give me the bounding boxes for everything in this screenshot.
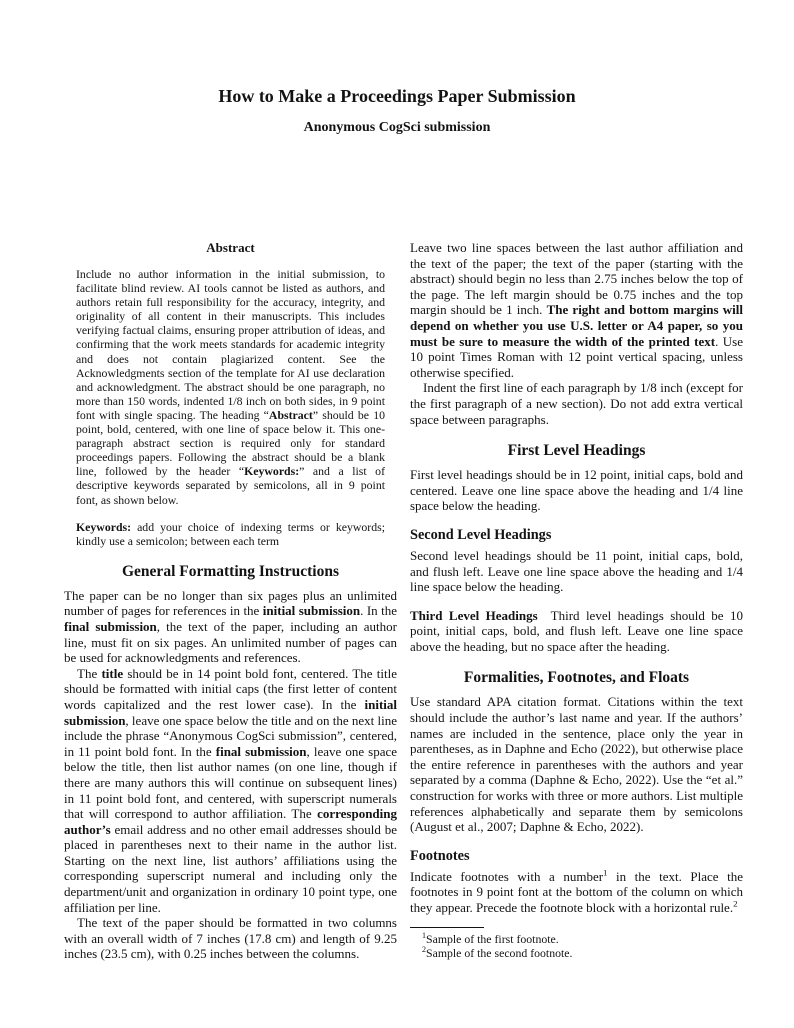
section-heading-general-formatting: General Formatting Instructions [122, 562, 339, 580]
subheading-second-level: Second Level Headings [410, 526, 552, 543]
paragraph-first-level: First level headings should be in 12 point, initial caps, bold and centered. Leave one line space above the heading and 1/4 line space below the heading. [410, 467, 743, 514]
paper-title: How to Make a Proceedings Paper Submission [218, 86, 576, 106]
abstract-heading: Abstract [206, 240, 255, 255]
section-heading-formalities: Formalities, Footnotes, and Floats [463, 669, 690, 687]
footnote-2: $^2$Sample of the second footnote. [422, 944, 573, 960]
paragraph-margins: Leave two line spaces between the last author affiliation and the text of the paper; the text of the paper (starting with the abstract) should begin no less than 2.75 inches below the top of the page. The left margin should be 0.75 inches and the top margin should be 1 inch. The right and bottom margins will depend on whether you use U.S. letter or A4 paper, so you must be sure to measure the width of the printed text. Use 10 point Times Roman with 12 point vertical spacing, unless otherwise specified. [410, 240, 743, 380]
footnote-rule [410, 927, 484, 928]
paragraph-indentation: Indent the first line of each paragraph by 1/8 inch (except for the first paragraph of a new section). Do not add extra vertical space between paragraphs. [410, 380, 743, 427]
paragraph-second-level: Second level headings should be 11 point, initial caps, bold, and flush left. Leave one line space above the heading and 1/4 line space below the heading. [410, 547, 743, 595]
footnote-1: $^1$Sample of the first footnote. [422, 930, 559, 946]
paragraph-footnotes: Indicate footnotes with a number$^1$ in the text. Place the footnotes in 9 point font at the bottom of the column on which they appear. Precede the footnote block with a horizontal rule.$^2$ [410, 867, 743, 915]
subheading-footnotes: Footnotes [410, 847, 470, 864]
abstract-paragraph: Include no author information in the initial submission, to facilitate blind review. AI tools cannot be listed as authors, and authors retain full responsibility for the accuracy, integrity, and originality of all content in their manuscripts. This includes verifying factual claims, ensuring proper attribution of ideas, and confirming that the work meets standards for academic integrity and does not contain plagiarized content. See the Acknowledgments section of the template for AI use declaration and acknowledgment. The abstract should be one paragraph, no more than 150 words, indented 1/8 inch on both sides, in 9 point font with single spacing. The heading “Abstract” should be 10 point, bold, centered, with one line of space below it. This one-paragraph abstract section is required only for standard proceedings papers. Following the abstract should be a blank line, followed by the header “Keywords:” and a list of descriptive keywords separated by semicolons, all in 9 point font, as shown below. [76, 267, 385, 507]
paragraph-third-level: Third Level Headings Third level headings should be 10 point, initial caps, bold, and flush left. Leave one line space above the heading, but no space after the heading. [410, 607, 743, 654]
two-column-body [64, 240, 743, 962]
paragraph-citations: Use standard APA citation format. Citations within the text should include the author’s last name and year. If the authors’ names are included in the sentence, place only the year in parentheses, as in Daphne and Echo (2022), but otherwise place the entire reference in parentheses with the authors and year separated by a comma (Daphne & Echo, 2022). Use the “et al.” construction for works with three or more authors. List multiple references alphabetically and separate them by semicolons (August et al., 2007; Daphne & Echo, 2022). [410, 694, 743, 835]
right-column [410, 240, 743, 962]
paragraph-column-format: The text of the paper should be formatted in two columns with an overall width of 7 inches (17.8 cm) and length of 9.25 inches (23.5 cm), with 0.25 inches between the columns. [64, 915, 397, 962]
keywords-line: Keywords: add your choice of indexing terms or keywords; kindly use a semicolon; between each term [76, 519, 385, 548]
left-column [64, 240, 397, 962]
abstract-section [64, 240, 397, 548]
paper-subtitle: Anonymous CogSci submission [303, 120, 491, 135]
paragraph-page-limits: The paper can be no longer than six pages plus an unlimited number of pages for references in the initial submission. In the final submission, the text of the paper, including an author line, must fit on six pages. An unlimited number of pages can be used for acknowledgments and references. [64, 587, 397, 666]
paragraph-title-format: The title should be in 14 point bold font, centered. The title should be formatted with initial caps (the first letter of content words capitalized and the rest lower case). In the initial submission, leave one space below the title and on the next line include the phrase “Anonymous CogSci submission”, centered, in 11 point bold font. In the final submission, leave one space below the title, then list author names (on one line, though if there are many authors this will continue on subsequent lines) in 11 point bold font, and centered, with superscript numerals that will correspond to author affiliation. The corresponding author’s email address and no other email addresses should be placed in parentheses next to their name in the author list. Starting on the next line, list authors’ affiliations using the corresponding superscript numeral and including only the department/unit and organization in ordinary 10 point type, one affiliation per line. [64, 665, 398, 915]
section-heading-first-level: First Level Headings [507, 442, 646, 460]
